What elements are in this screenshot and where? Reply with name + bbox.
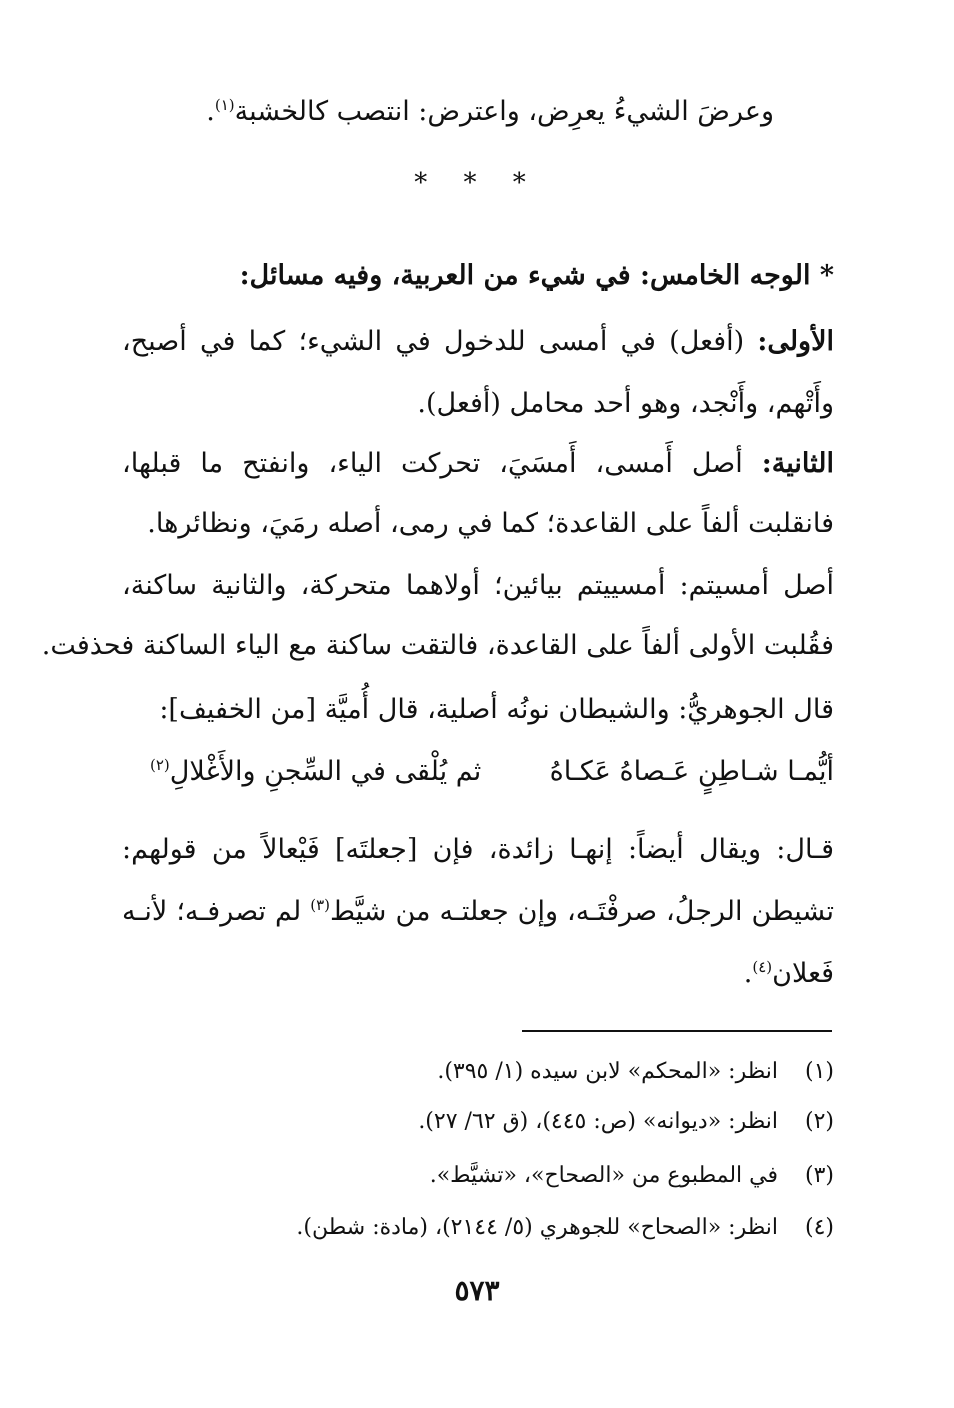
paragraph-3-line-1: أصل أمسيتم: أمسييتم بيائين؛ أولاهما متحركة، والثانية ساكنة، [122, 570, 834, 601]
footnote-text: انظر: «ديوانه» (ص: ٤٤٥)، (ق ٦٢/ ٢٧). [418, 1109, 778, 1134]
footnote-number: (١) [804, 1059, 834, 1084]
paragraph-5-line-2: تشيطن الرجلُ، صرفْتَـه، وإن جعلتـه من شيَّط$^{(٣)}$ لم تصرفـه؛ لأنـه [122, 896, 834, 927]
paragraph-5-line-1: قـال: ويقال أيضاً: إنهـا زائدة، فإن [جعلتَه] فَيْعالاً من قولهم: [122, 834, 834, 865]
paragraph-2-line-2: فانقلبت ألفاً على القاعدة؛ كما في رمى، أصله رمَيَ، ونظائرها. [147, 508, 834, 539]
verse-second-hemistich: ثم يُلْقى في السِّجنِ والأَغْلالِ$^{(٢)}$ [150, 756, 482, 787]
paragraph-2-line-1: الثانية: أصل أَمسى، أَمسَيَ، تحركت الياء، وانفتح ما قبلها، [122, 448, 834, 479]
footnote-divider [522, 1030, 832, 1032]
footnote-marker: (٣) [310, 896, 331, 914]
paragraph-1-line-2: وأَتْهم، وأَنْجد، وهو أحد محامل (أفعل). [417, 388, 834, 419]
footnote-text: انظر: «المحكم» لابن سيده (١/ ٣٩٥). [437, 1059, 778, 1084]
footnote-2 [122, 1106, 834, 1138]
footnote-4 [122, 1212, 834, 1244]
verse-first-hemistich: أيُّمـا شـاطِنٍ عَـصاهُ عَكـاهُ [549, 756, 834, 787]
section-heading: * الوجه الخامس: في شيء من العربية، وفيه مسائل: [239, 260, 834, 291]
footnote-marker: (١) [214, 96, 235, 114]
paragraph-3-line-2: فقُلبت الأولى ألفاً على القاعدة، فالتقت ساكنة مع الياء الساكنة فحذفت. [41, 630, 834, 661]
issue-label: الثانية: [761, 448, 834, 479]
footnote-1 [122, 1056, 834, 1088]
footnote-text: في المطبوع من «الصحاح»، «تشيَّط». [429, 1163, 778, 1188]
footnote-marker: (٤) [752, 958, 773, 976]
paragraph-1-line-1: الأولى: (أفعل) في أمسى للدخول في الشيء؛ كما في أصبح، [122, 326, 834, 357]
top-line: وعرضَ الشيءُ يعرِض، واعترض: انتصب كالخشبة$^{(١)}$. [206, 96, 774, 127]
paragraph-5-line-3: فَعلان$^{(٤)}$. [743, 958, 834, 989]
footnote-number: (٢) [804, 1109, 834, 1134]
footnote-marker: (٢) [150, 756, 170, 774]
section-separator: * * * [414, 168, 540, 198]
footnote-3 [122, 1160, 834, 1192]
footnote-number: (٣) [804, 1163, 834, 1188]
footnote-number: (٤) [804, 1215, 834, 1240]
issue-label: الأولى: [757, 326, 834, 357]
footnote-text: انظر: «الصحاح» للجوهري (٥/ ٢١٤٤)، (مادة: شطن). [296, 1215, 778, 1240]
page-number: ٥٧٣ [454, 1274, 500, 1307]
paragraph-4: قال الجوهريُّ: والشيطان نونُه أصلية، قال أُميَّة [من الخفيف]: [159, 694, 834, 725]
